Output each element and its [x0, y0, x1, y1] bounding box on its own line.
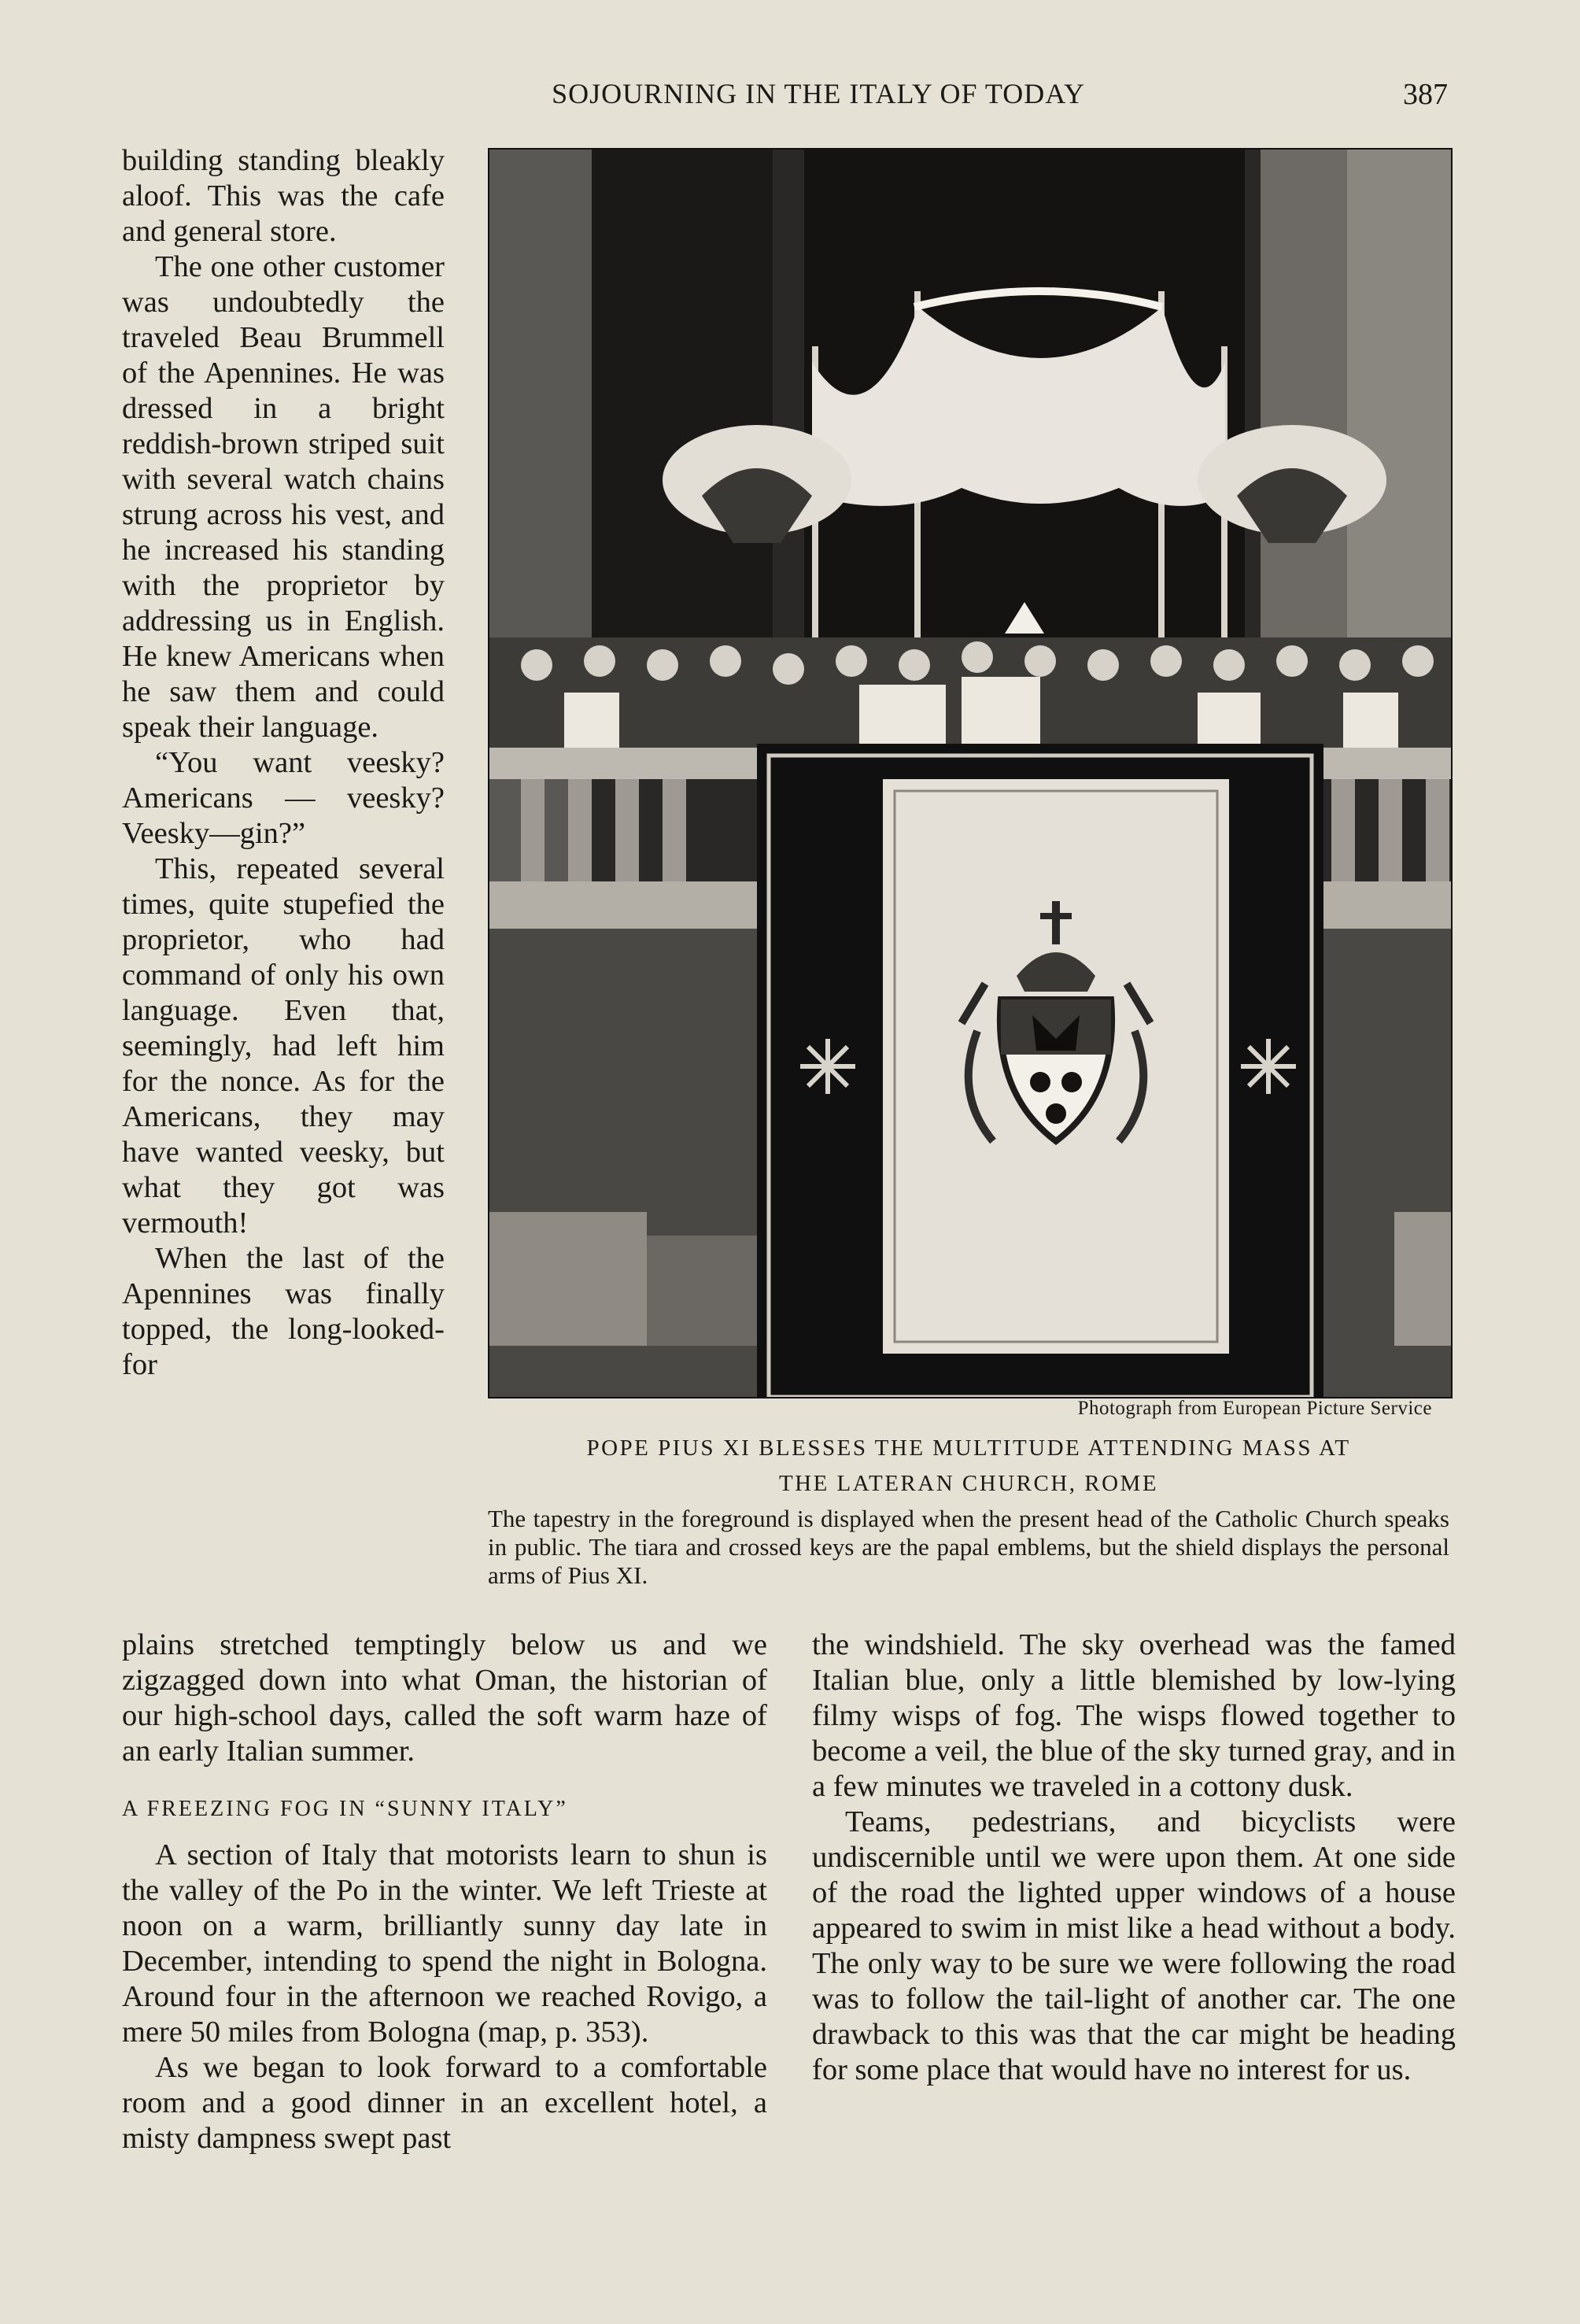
- photo-illustration: [489, 150, 1451, 1397]
- pope-blessing-photograph: [488, 148, 1453, 1398]
- paragraph: As we began to look forward to a comfortable room and a good dinner in an excellent hotel, a misty dampness swept past: [122, 2051, 767, 2155]
- caption-title: [488, 1431, 1449, 1502]
- paragraph: When the last of the Apennines was finally topped, the long-looked-for: [122, 1242, 445, 1381]
- lower-left-column: [122, 1628, 767, 2156]
- section-heading: A FREEZING FOG IN “SUNNY ITALY”: [122, 1797, 568, 1821]
- paragraph: The one other customer was undoubtedly the traveled Beau Brummell of the Apennines. He was dressed in a bright reddish-brown striped suit with several watch chains strung across his vest, and he increased his standing with the proprietor by addressing us in English. He knew Americans when he saw them and could speak their language.: [122, 250, 445, 744]
- paragraph: building standing bleakly aloof. This was the cafe and general store.: [122, 144, 445, 248]
- lower-right-column: [812, 1628, 1456, 2088]
- page-number: 387: [1403, 78, 1448, 111]
- running-head: SOJOURNING IN THE ITALY OF TODAY: [552, 78, 1085, 109]
- paragraph: plains stretched temptingly below us and we zigzagged down into what Oman, the historian of our high-school days, called the soft warm haze of an early Italian summer.: [122, 1628, 767, 1768]
- paragraph: “You want veesky? Americans — veesky? Veesky—gin?”: [122, 746, 445, 850]
- caption-title-line: POPE PIUS XI BLESSES THE MULTITUDE ATTENDING MASS AT: [586, 1435, 1351, 1461]
- paragraph: the windshield. The sky overhead was the famed Italian blue, only a little blemished by low-lying filmy wisps of fog. The wisps flowed together to become a veil, the blue of the sky turned gray, and in a few minutes we traveled in a cottony dusk.: [812, 1628, 1456, 1803]
- paragraph: Teams, pedestrians, and bicyclists were undiscernible until we were upon them. At one side of the road the lighted upper windows of a house appeared to swim in mist like a head without a body. The only way to be sure we were following the road was to follow the tail-light of another car. The one drawback to this was that the car might be heading for some place that would have no interest for us.: [812, 1805, 1456, 2086]
- left-narrow-column: [122, 143, 445, 1383]
- photo-credit: Photograph from European Picture Service: [1077, 1398, 1432, 1419]
- caption-body: The tapestry in the foreground is displayed when the present head of the Catholic Church speaks in public. The tiara and crossed keys are the papal emblems, but the shield displays the personal arms of Pius XI.: [488, 1505, 1449, 1589]
- paragraph: This, repeated several times, quite stupefied the proprietor, who had command of only his own language. Even that, seemingly, had left him for the nonce. As for the Americans, they may have wanted veesky, but what they got was vermouth!: [122, 852, 445, 1240]
- caption-title-line: THE LATERAN CHURCH, ROME: [778, 1471, 1159, 1496]
- paragraph: A section of Italy that motorists learn to shun is the valley of the Po in the winter. We left Trieste at noon on a warm, brilliantly sunny day late in December, intending to spend the night in Bologna. Around four in the afternoon we reached Rovigo, a mere 50 miles from Bologna (map, p. 353).: [122, 1838, 767, 2049]
